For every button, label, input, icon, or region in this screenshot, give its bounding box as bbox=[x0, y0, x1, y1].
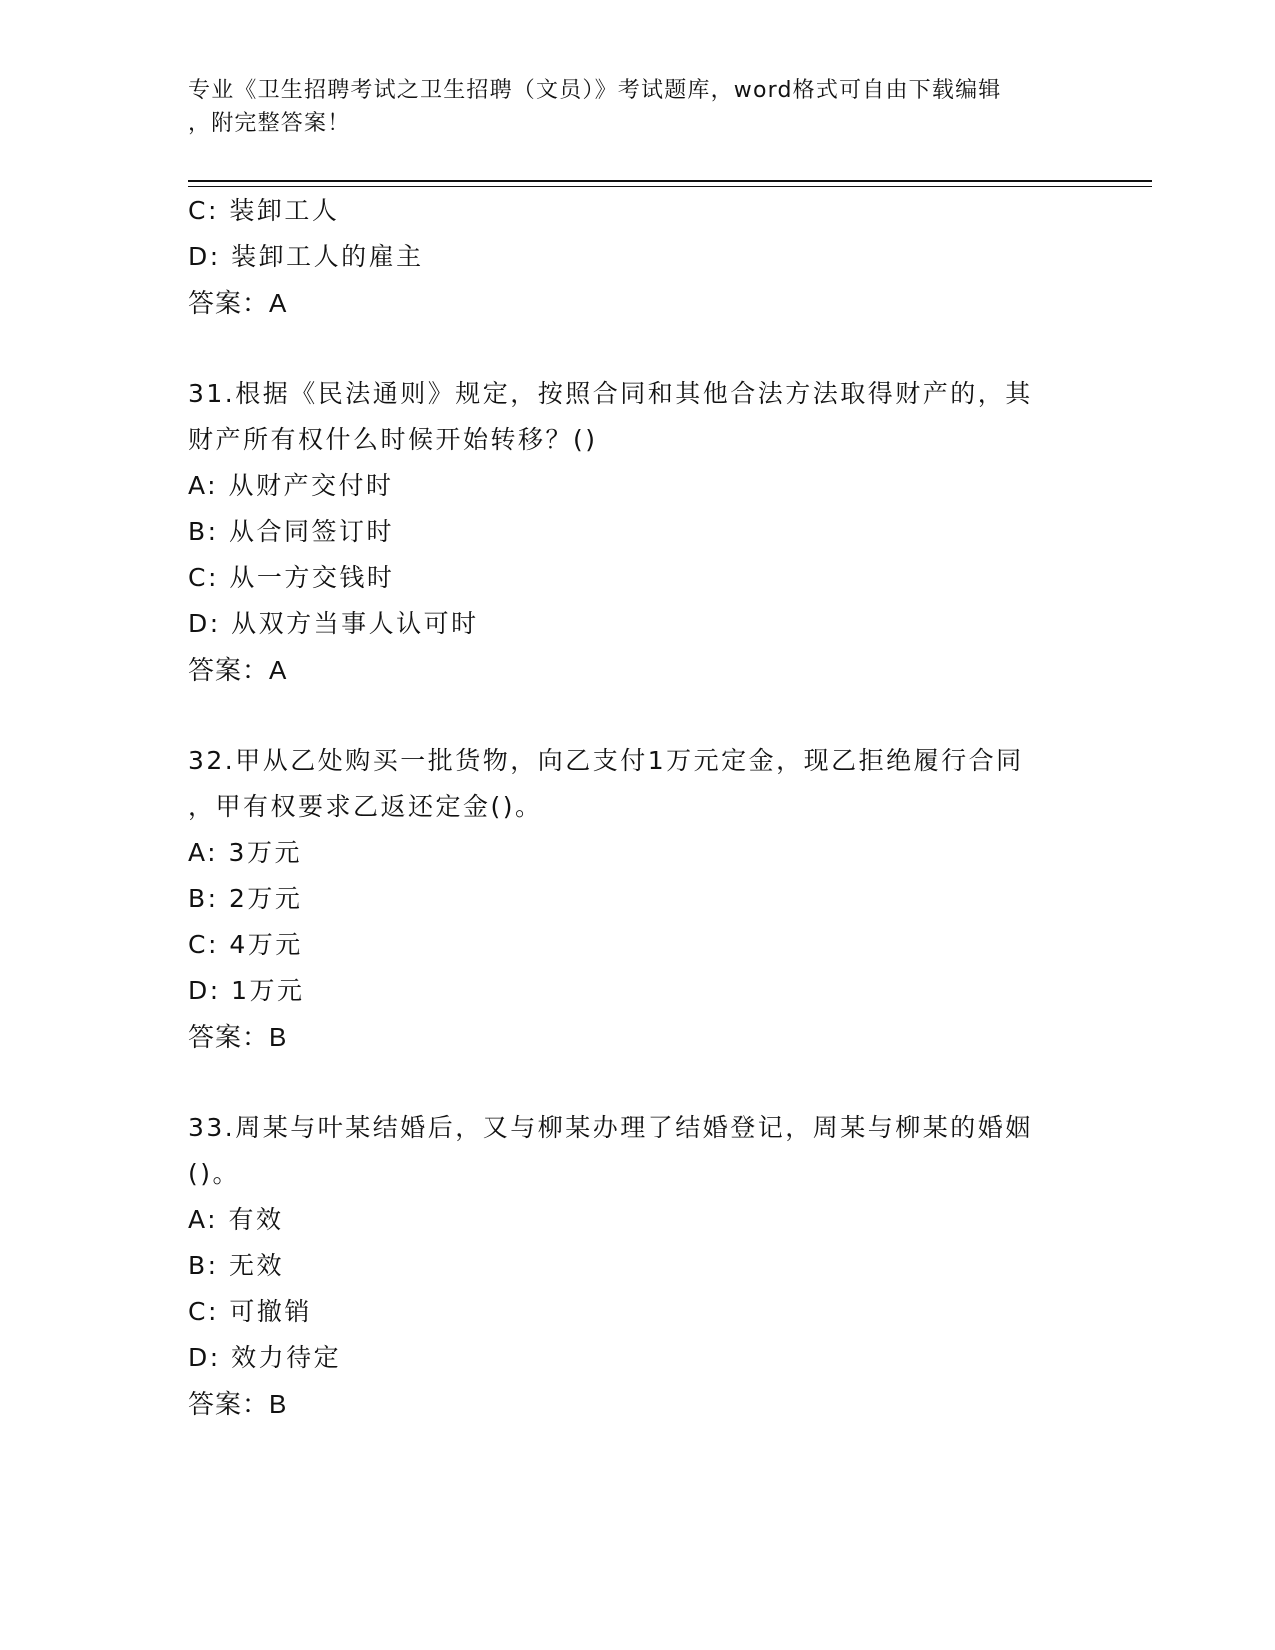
option-c: C: 4万元 bbox=[188, 930, 303, 959]
option-d: D: 1万元 bbox=[188, 976, 305, 1005]
question-33 bbox=[188, 1105, 1088, 1427]
header-divider-thin bbox=[188, 186, 1152, 187]
option-b: B: 无效 bbox=[188, 1251, 285, 1280]
answer-line: 答案：A bbox=[188, 288, 288, 318]
spacer bbox=[188, 693, 1088, 738]
header-divider-thick bbox=[188, 180, 1152, 182]
header-title-line-1: 专业《卫生招聘考试之卫生招聘（文员）》考试题库，word格式可自由下载编辑 bbox=[188, 78, 1002, 103]
question-stem: ，甲有权要求乙返还定金()。 bbox=[188, 792, 543, 821]
document-header bbox=[188, 74, 1078, 140]
option-d: D: 从双方当事人认可时 bbox=[188, 609, 479, 638]
answer-line: 答案：A bbox=[188, 655, 288, 685]
option-c: C: 装卸工人 bbox=[188, 196, 340, 225]
question-stem: 32.甲从乙处购买一批货物，向乙支付1万元定金，现乙拒绝履行合同 bbox=[188, 746, 1024, 775]
question-30-continued bbox=[188, 188, 1088, 326]
question-list bbox=[188, 188, 1088, 1427]
option-b: B: 2万元 bbox=[188, 884, 303, 913]
option-d: D: 效力待定 bbox=[188, 1343, 342, 1372]
spacer bbox=[188, 1060, 1088, 1105]
option-a: A: 从财产交付时 bbox=[188, 471, 394, 500]
option-c: C: 从一方交钱时 bbox=[188, 563, 395, 592]
answer-line: 答案：B bbox=[188, 1022, 288, 1052]
spacer bbox=[188, 326, 1088, 371]
option-b: B: 从合同签订时 bbox=[188, 517, 395, 546]
question-stem: ()。 bbox=[188, 1159, 241, 1188]
option-a: A: 有效 bbox=[188, 1205, 284, 1234]
header-title-line-2: ，附完整答案！ bbox=[188, 111, 351, 136]
answer-line: 答案：B bbox=[188, 1389, 288, 1419]
option-d: D: 装卸工人的雇主 bbox=[188, 242, 424, 271]
question-stem: 财产所有权什么时候开始转移？() bbox=[188, 425, 598, 454]
option-a: A: 3万元 bbox=[188, 838, 302, 867]
question-stem: 33.周某与叶某结婚后，又与柳某办理了结婚登记，周某与柳某的婚姻 bbox=[188, 1113, 1033, 1142]
question-32 bbox=[188, 738, 1088, 1060]
question-31 bbox=[188, 371, 1088, 693]
question-stem: 31.根据《民法通则》规定，按照合同和其他合法方法取得财产的，其 bbox=[188, 379, 1033, 408]
option-c: C: 可撤销 bbox=[188, 1297, 312, 1326]
